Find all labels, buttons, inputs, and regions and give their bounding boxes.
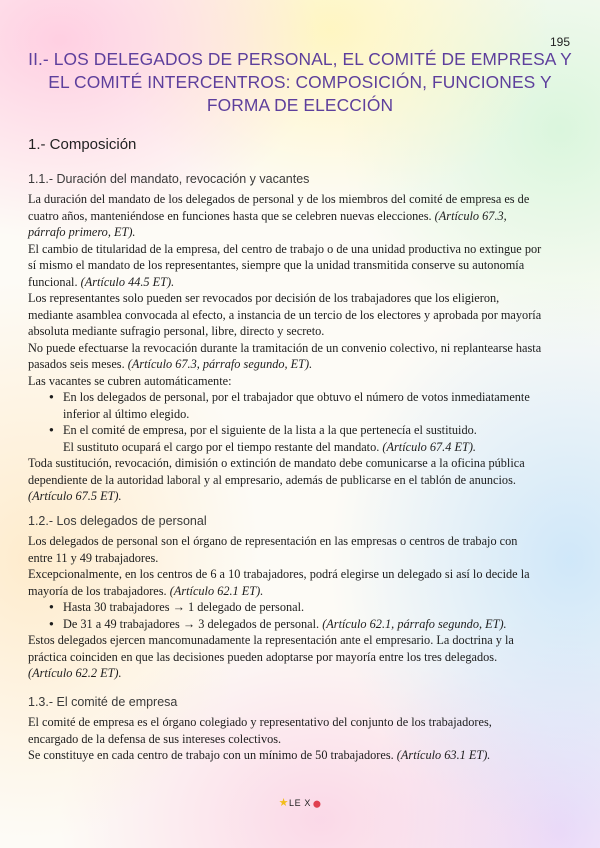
paragraph-text: Estos delegados ejercen mancomunadamente la representación ante el empresario. La doctrina y la práctica coinciden en que las decisiones pueden adoptarse por mayoría entre los tres delegados. — [28, 633, 514, 664]
legal-reference: (Artículo 62.1 ET). — [169, 583, 264, 598]
paragraph — [28, 373, 544, 390]
section-heading: 1.- Composición — [28, 136, 137, 153]
list-item-text: En los delegados de personal, por el trabajador que obtuvo el número de votos inmediatamente inferior al último elegido. — [63, 390, 530, 421]
page-title: II.- LOS DELEGADOS DE PERSONAL, EL COMITÉ DE EMPRESA Y EL COMITÉ INTERCENTROS: COMPOSICIÓN, FUNCIONES Y FORMA DE ELECCIÓN — [28, 49, 572, 115]
paragraph — [28, 241, 544, 291]
legal-reference: (Artículo 63.1 ET). — [396, 748, 491, 762]
legal-reference: (Artículo 62.1, párrafo segundo, ET). — [322, 616, 507, 631]
list-item — [28, 599, 544, 616]
list-item — [28, 389, 544, 422]
brand-text: LE X — [289, 798, 311, 808]
page-number: 195 — [549, 35, 570, 49]
paragraph-text: El comité de empresa es el órgano colegiado y representativo del conjunto de los trabajadores, encargado de la defensa de sus intereses colectivos. — [28, 715, 492, 746]
subsection-heading-delegados: 1.2.- Los delegados de personal — [28, 514, 207, 528]
legal-reference: (Artículo 67.3, párrafo primero, ET). — [28, 208, 507, 239]
legal-reference: (Artículo 67.5 ET). — [28, 489, 122, 503]
paragraph — [28, 455, 544, 505]
subsection-body-delegados — [28, 533, 544, 682]
paragraph — [28, 533, 544, 566]
list-item-text: Hasta 30 trabajadores → 1 delegado de personal. — [63, 600, 305, 614]
paragraph — [28, 340, 544, 373]
list-item — [28, 616, 544, 633]
list-item — [28, 422, 544, 455]
paragraph — [28, 632, 544, 682]
paragraph — [28, 191, 544, 241]
paragraph — [28, 566, 544, 599]
subsection-heading-comite: 1.3.- El comité de empresa — [28, 695, 178, 709]
bullet-list — [28, 599, 544, 632]
paragraph-text: Toda sustitución, revocación, dimisión o extinción de mandato debe comunicarse a la oficina pública dependiente de la autoridad laboral y al empresario, además de publicarse en el tablón de anuncios. — [28, 456, 525, 487]
legal-reference: (Artículo 62.2 ET). — [28, 666, 122, 680]
paragraph-text: Las vacantes se cubren automáticamente: — [28, 373, 232, 388]
paragraph-text: Excepcionalmente, en los centros de 6 a 10 trabajadores, podrá elegirse un delegado si así lo decide la mayoría de los trabajadores. — [28, 567, 530, 598]
list-item-text: De 31 a 49 trabajadores → 3 delegados de personal. — [63, 616, 320, 631]
subsection-heading-duracion: 1.1.- Duración del mandato, revocación y vacantes — [28, 172, 310, 186]
list-item-text: En el comité de empresa, por el siguiente de la lista a la que pertenecía el sustituido. — [63, 423, 477, 437]
footer-brand — [0, 796, 600, 809]
paragraph-text: El cambio de titularidad de la empresa, del centro de trabajo o de una unidad productiva no extingue por sí mismo el mandato de los representantes, siempre que la unidad transmitida conserve su autonomía funcional. — [28, 241, 542, 289]
paragraph-text: Los representantes solo pueden ser revocados por decisión de los trabajadores que los eligieron, mediante asamblea convocada al efecto, a instancia de un tercio de los electores y aprobada por mayoría absoluta mediante sufragio personal, libre, directo y secreto. — [28, 291, 542, 338]
legal-reference: (Artículo 67.4 ET). — [382, 439, 476, 454]
legal-reference: (Artículo 44.5 ET). — [80, 274, 175, 289]
star-icon: ★ — [278, 797, 290, 809]
paragraph — [28, 747, 544, 764]
paragraph-text: No puede efectuarse la revocación durante la tramitación de un convenio colectivo, ni replantearse hasta pasados seis meses. — [28, 340, 542, 371]
paragraph — [28, 714, 544, 747]
paragraph-text: Se constituye en cada centro de trabajo con un mínimo de 50 trabajadores. — [28, 748, 394, 762]
drop-icon: ⬤ — [312, 801, 322, 808]
legal-reference: (Artículo 67.3, párrafo segundo, ET). — [127, 357, 313, 371]
paragraph — [28, 290, 544, 340]
paragraph-text: Los delegados de personal son el órgano de representación en las empresas o centros de trabajo con entre 11 y 49 trabajadores. — [28, 534, 518, 565]
bullet-list — [28, 389, 544, 455]
paragraph-text: La duración del mandato de los delegados de personal y de los miembros del comité de empresa es de cuatro años, manteniéndose en funciones hasta que se celebren nuevas elecciones. — [28, 192, 530, 223]
subsection-body-duracion — [28, 191, 544, 505]
list-item-extra: El sustituto ocupará el cargo por el tiempo restante del mandato. — [63, 439, 380, 454]
subsection-body-comite — [28, 714, 544, 764]
